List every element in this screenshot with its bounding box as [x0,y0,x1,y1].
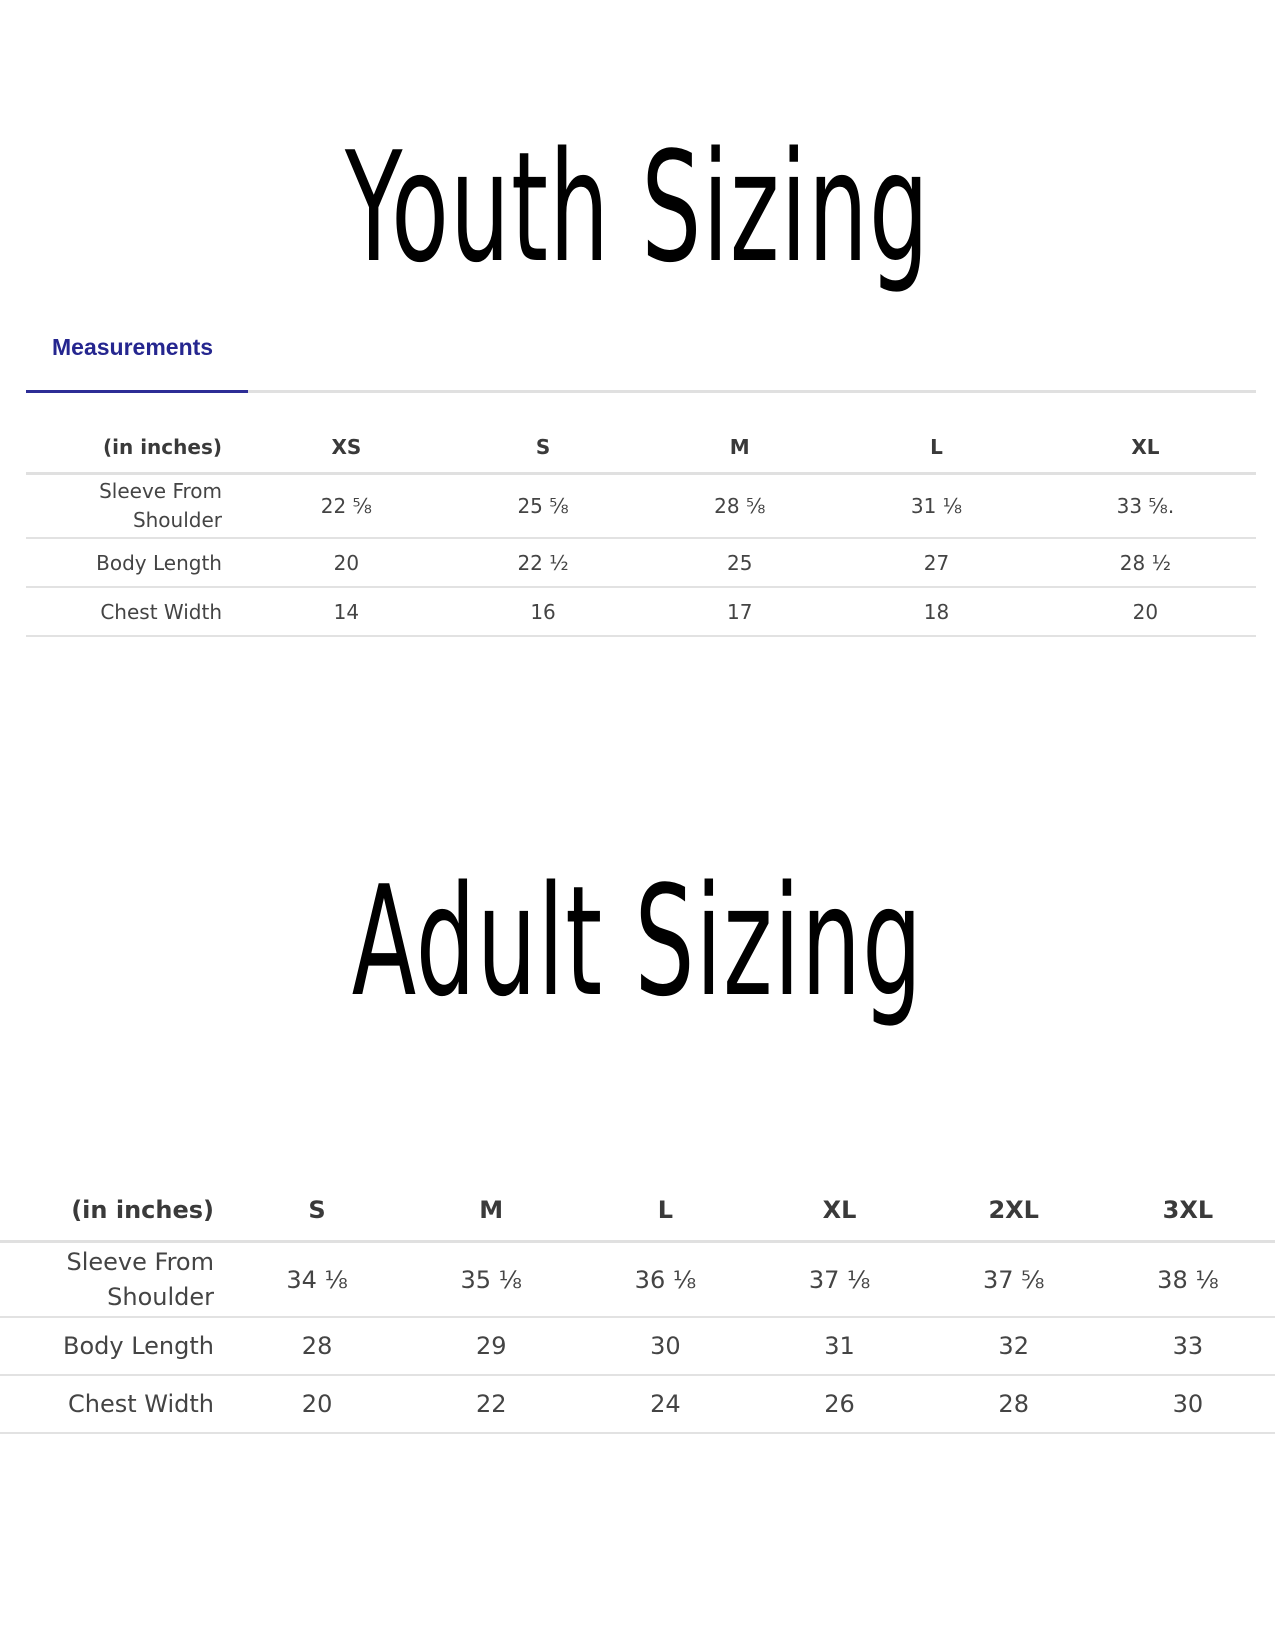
table-row [26,538,1256,587]
table-cell: 32 [927,1317,1101,1375]
size-header-2xl: 2XL [927,1180,1101,1242]
table-header-row [26,422,1256,474]
table-cell: 14 [248,587,445,636]
table-cell: 24 [578,1375,752,1433]
row-label-chest-width: Chest Width [0,1375,230,1433]
measurements-tabbar [26,318,1256,393]
adult-size-table [0,1180,1275,1434]
unit-header: (in inches) [26,422,248,474]
size-header-s: S [230,1180,404,1242]
unit-header: (in inches) [0,1180,230,1242]
tab-measurements-label: Measurements [52,334,214,360]
table-cell: 30 [1101,1375,1275,1433]
table-cell: 31 [752,1317,926,1375]
size-header-m: M [641,422,838,474]
table-cell: 33 [1101,1317,1275,1375]
table-cell: 38 ⅛ [1101,1242,1275,1318]
adult-sizing-title: Adult Sizing [351,853,924,1030]
table-header-row [0,1180,1275,1242]
size-header-m: M [404,1180,578,1242]
row-label-line: Shoulder [132,508,222,532]
table-cell: 27 [838,538,1035,587]
table-cell: 30 [578,1317,752,1375]
table-cell: 22 ⅝ [248,474,445,539]
row-label-body-length: Body Length [0,1317,230,1375]
size-header-l: L [838,422,1035,474]
table-row [0,1317,1275,1375]
row-label-line: Sleeve From [66,1247,214,1276]
row-label-sleeve [0,1242,230,1318]
table-cell: 18 [838,587,1035,636]
table-cell: 33 ⅝. [1035,474,1256,539]
size-header-xl: XL [752,1180,926,1242]
table-cell: 29 [404,1317,578,1375]
size-header-xs: XS [248,422,445,474]
table-cell: 37 ⅛ [752,1242,926,1318]
table-cell: 20 [230,1375,404,1433]
table-cell: 37 ⅝ [927,1242,1101,1318]
table-cell: 28 ½ [1035,538,1256,587]
table-cell: 28 ⅝ [641,474,838,539]
table-cell: 17 [641,587,838,636]
row-label-body-length: Body Length [26,538,248,587]
table-cell: 16 [445,587,642,636]
table-cell: 20 [1035,587,1256,636]
table-cell: 36 ⅛ [578,1242,752,1318]
table-cell: 26 [752,1375,926,1433]
table-row [26,587,1256,636]
youth-sizing-title: Youth Sizing [344,119,931,296]
table-cell: 28 [230,1317,404,1375]
table-cell: 20 [248,538,445,587]
table-row [0,1242,1275,1318]
table-cell: 34 ⅛ [230,1242,404,1318]
table-row [26,474,1256,539]
table-cell: 25 [641,538,838,587]
size-header-xl: XL [1035,422,1256,474]
size-header-s: S [445,422,642,474]
row-label-chest-width: Chest Width [26,587,248,636]
size-header-3xl: 3XL [1101,1180,1275,1242]
tab-measurements[interactable] [26,318,248,393]
table-cell: 22 ½ [445,538,642,587]
size-header-l: L [578,1180,752,1242]
table-cell: 22 [404,1375,578,1433]
row-label-line: Sleeve From [99,479,222,503]
table-cell: 28 [927,1375,1101,1433]
table-cell: 25 ⅝ [445,474,642,539]
table-cell: 31 ⅛ [838,474,1035,539]
row-label-sleeve [26,474,248,539]
youth-size-table [26,422,1256,637]
table-row [0,1375,1275,1433]
table-cell: 35 ⅛ [404,1242,578,1318]
row-label-line: Shoulder [107,1282,214,1311]
